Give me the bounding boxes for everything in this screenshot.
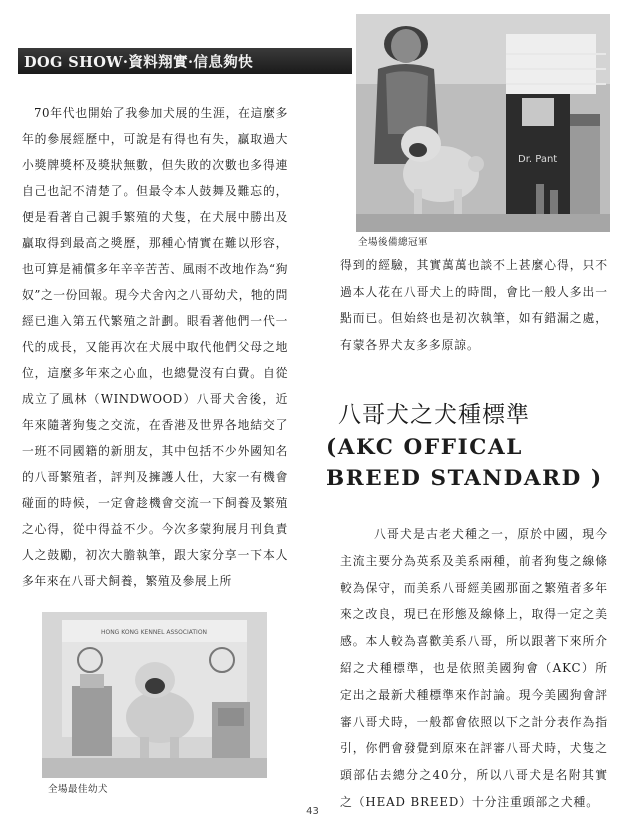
section-title: 八哥犬之犬種標準 [338,402,530,428]
photo-bottom-banner: HONG KONG KENNEL ASSOCIATION [100,629,208,636]
article-left-column: 70年代也開始了我參加犬展的生涯，在這麼多年的參展經歷中，可說是有得也有失，贏取過大小獎牌獎杯及獎狀無數，但失敗的次數也多得連自己也記不清楚了。但最令本人鼓舞及難忘的，便是看著自己親手繁殖的犬隻，在犬展中勝出及贏取得到最高之獎歷，那種心情實在難以形容，也可算是補償多年辛辛苦苦、風雨不改地作為“狗奴”之一份回報。現今犬舍內之八哥幼犬，牠的問經已進入第五代繁殖之計劃。眼看著他們一代一代的成長，又能再次在犬展中取代他們父母之地位，這麼多年來之心血，也總覺沒有白費。自從成立了風林（WINDWOOD）八哥犬舍後，近年來隨著狗隻之交流，在香港及世界各地結交了一班不同國籍的新朋友，其中包括不少外國知名的八哥繁殖者，評判及擁護人仕，大家一有機會碰面的時候，一定會趁機會交流一下飼養及繁殖之心得，從中得益不少。今次多蒙狗展月刊負責人之鼓勵，初次大膽執筆，跟大家分享一下本人多年來在八哥犬飼養，繁殖及參展上所 [22,106,288,588]
page-number: 43 [306,806,319,817]
article-right-column-body: 八哥犬是古老犬種之一，原於中國，現今主流主要分為英系及美系兩種，前者狗隻之線條較為保守，而美系八哥經美國那面之繁殖者多年來之改良，現已在形態及線條上，取得一定之美感。本人較為喜歡美系八哥，所以跟著下來所介紹之犬種標準，也是依照美國狗會（AKC）所定出之最新犬種標準來作討論。現今美國狗會評審八哥犬時，一般都會依照以下之計分表作為指引，你們會發覺到原來在評審八哥犬時，犬隻之頭部佔去總分之40分，所以八哥犬是名附其實之（HEAD BREED）十分注重頭部之犬種。 [340,527,608,809]
photo-top-caption: 全場後備總冠軍 [358,237,429,248]
photo-top-sign: Dr. Pant [518,154,558,165]
photo-bottom-caption: 全場最佳幼犬 [48,784,109,795]
show-photo-best-puppy [42,612,267,778]
photo-illustration [356,14,610,232]
article-right-column-top: 得到的經驗，其實萬萬也談不上甚麼心得，只不過本人花在八哥犬上的時間，會比一般人多出一點而已。但始終也是初次執筆，如有錯漏之處，有蒙各界犬友多多原諒。 [340,258,608,352]
header-title: DOG SHOW·資料翔實·信息夠快 [24,54,254,71]
header-banner [18,48,352,74]
photo-illustration-bottom [42,612,267,778]
section-subtitle: (AKC OFFICAL BREED STANDARD ) [326,435,603,491]
show-photo-reserve-champion [356,14,610,232]
